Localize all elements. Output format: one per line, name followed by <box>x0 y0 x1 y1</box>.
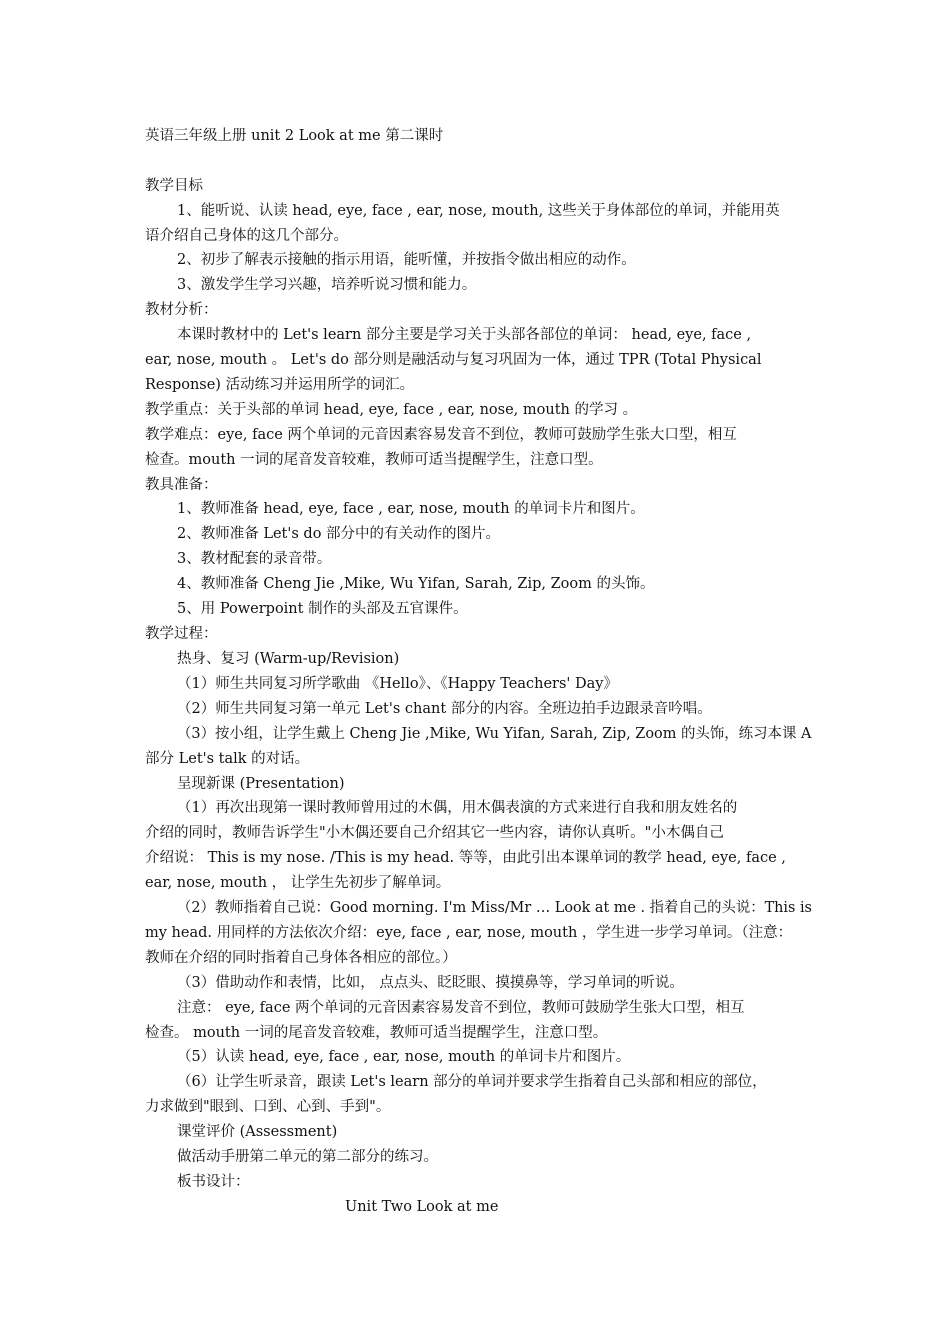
text-line: 1、教师准备 head, eye, face , ear, nose, mouth 的单词卡片和图片。 <box>177 501 645 517</box>
text-line: 检查。mouth 一词的尾音发音较难，教师可适当提醒学生，注意口型。 <box>145 452 603 468</box>
document-title: 英语三年级上册 unit 2 Look at me 第二课时 <box>145 128 444 144</box>
text-line: 做活动手册第二单元的第二部分的练习。 <box>177 1149 438 1165</box>
text-line: （2）师生共同复习第一单元 Let's chant 部分的内容。全班边拍手边跟录音吟唱。 <box>177 701 712 717</box>
text-line: （5）认读 head, eye, face , ear, nose, mouth 的单词卡片和图片。 <box>177 1049 631 1065</box>
text-line: 2、初步了解表示接触的指示用语，能听懂，并按指令做出相应的动作。 <box>177 252 636 268</box>
text-line: 注意： eye, face 两个单词的元音因素容易发音不到位，教师可鼓励学生张大口型，相互 <box>177 1000 745 1016</box>
heading-analysis: 教材分析： <box>145 302 218 318</box>
text-line: 检查。 mouth 一词的尾音发音较难，教师可适当提醒学生，注意口型。 <box>145 1025 608 1041</box>
text-line: 5、用 Powerpoint 制作的头部及五官课件。 <box>177 601 468 617</box>
text-line: 2、教师准备 Let's do 部分中的有关动作的图片。 <box>177 526 501 542</box>
text-line: 教学重点：关于头部的单词 head, eye, face , ear, nose, mouth 的学习 。 <box>145 402 638 418</box>
text-line: 力求做到"眼到、口到、心到、手到"。 <box>145 1099 391 1115</box>
text-line: Response) 活动练习并运用所学的词汇。 <box>145 377 415 393</box>
text-line: 教学难点：eye, face 两个单词的元音因素容易发音不到位，教师可鼓励学生张大口型，相互 <box>145 427 737 443</box>
text-line: （2）教师指着自己说：Good morning. I'm Miss/Mr … Look at me . 指着自己的头说：This is <box>177 900 812 916</box>
heading-materials: 教具准备： <box>145 477 218 493</box>
text-line: 4、教师准备 Cheng Jie ,Mike, Wu Yifan, Sarah, Zip, Zoom 的头饰。 <box>177 576 655 592</box>
text-line: 部分 Let's talk 的对话。 <box>145 751 310 767</box>
text-line: 热身、复习 (Warm-up/Revision) <box>177 651 400 667</box>
text-line: 3、教材配套的录音带。 <box>177 551 332 567</box>
text-line: 本课时教材中的 Let's learn 部分主要是学习关于头部各部位的单词： head, eye, face , <box>177 327 752 343</box>
text-line: ear, nose, mouth ， 让学生先初步了解单词。 <box>145 875 451 891</box>
text-line: ear, nose, mouth 。 Let's do 部分则是融活动与复习巩固为一体，通过 TPR (Total Physical <box>145 352 762 368</box>
board-title: Unit Two Look at me <box>345 1199 499 1215</box>
text-line: 呈现新课 (Presentation) <box>177 776 345 792</box>
text-line: （6）让学生听录音，跟读 Let's learn 部分的单词并要求学生指着自己头部和相应的部位， <box>177 1074 767 1090</box>
text-line: （1）师生共同复习所学歌曲 《Hello》、《Happy Teachers' Day》 <box>177 676 618 692</box>
heading-board-design: 板书设计： <box>177 1174 250 1190</box>
text-line: 介绍说： This is my nose. /This is my head. 等等，由此引出本课单词的教学 head, eye, face , <box>145 850 786 866</box>
text-line: （3）按小组，让学生戴上 Cheng Jie ,Mike, Wu Yifan, Sarah, Zip, Zoom 的头饰，练习本课 A <box>177 726 812 742</box>
text-line: 语介绍自己身体的这几个部分。 <box>145 228 348 244</box>
heading-objectives: 教学目标 <box>145 178 203 194</box>
text-line: 课堂评价 (Assessment) <box>177 1124 338 1140</box>
text-line: 教师在介绍的同时指着自己身体各相应的部位。） <box>145 950 457 966</box>
text-line: （3）借助动作和表情，比如， 点点头、眨眨眼、摸摸鼻等，学习单词的听说。 <box>177 975 684 991</box>
text-line: 1、能听说、认读 head, eye, face , ear, nose, mouth, 这些关于身体部位的单词，并能用英 <box>177 203 780 219</box>
heading-process: 教学过程： <box>145 626 218 642</box>
text-line: 介绍的同时，教师告诉学生"小木偶还要自己介绍其它一些内容，请你认真听。"小木偶自己 <box>145 825 724 841</box>
text-line: 3、激发学生学习兴趣，培养听说习惯和能力。 <box>177 277 477 293</box>
text-line: （1）再次出现第一课时教师曾用过的木偶，用木偶表演的方式来进行自我和朋友姓名的 <box>177 800 738 816</box>
text-line: my head. 用同样的方法依次介绍：eye, face , ear, nose, mouth ，学生进一步学习单词。（注意： <box>145 925 793 941</box>
